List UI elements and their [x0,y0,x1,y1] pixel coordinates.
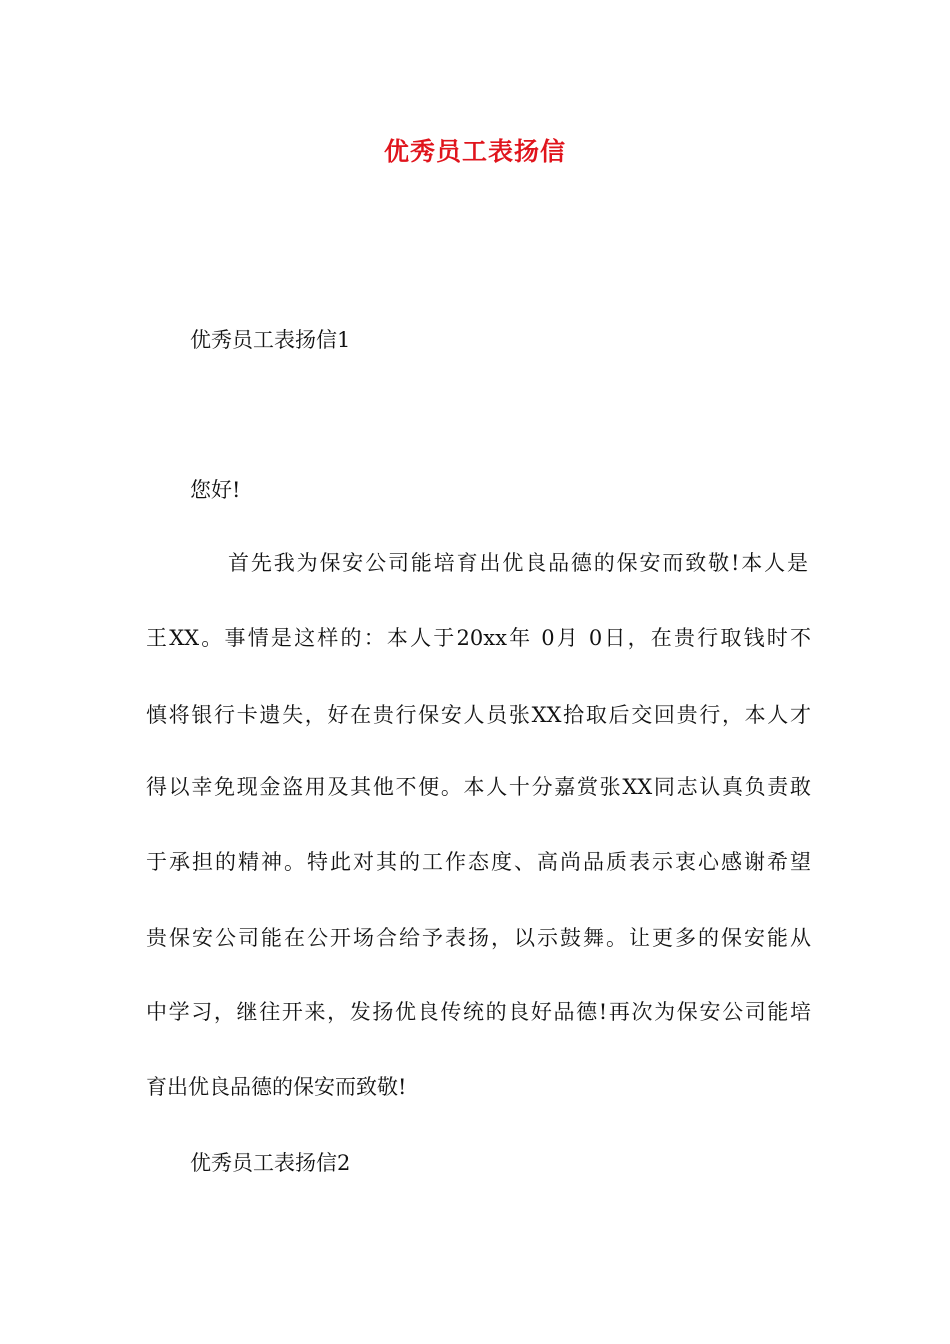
section-heading-1: 优秀员工表扬信1 [190,328,351,352]
body-line-2: 王XX。事情是这样的：本人于20xx年 0月 0日，在贵行取钱时不 [146,626,811,650]
greeting: 您好! [190,478,241,502]
section-heading-2: 优秀员工表扬信2 [190,1151,351,1175]
body-line-7: 中学习，继往开来，发扬优良传统的良好品德!再次为保安公司能培 [146,1000,811,1024]
body-line-1: 首先我为保安公司能培育出优良品德的保安而致敬!本人是 [228,551,808,575]
body-line-6: 贵保安公司能在公开场合给予表扬，以示鼓舞。让更多的保安能从 [146,926,811,950]
body-line-8: 育出优良品德的保安而致敬! [146,1075,407,1099]
document-title: 优秀员工表扬信 [383,137,566,166]
body-line-3: 慎将银行卡遗失，好在贵行保安人员张XX拾取后交回贵行，本人才 [146,703,811,727]
body-line-4: 得以幸免现金盗用及其他不便。本人十分嘉赏张XX同志认真负责敢 [146,775,811,799]
body-line-5: 于承担的精神。特此对其的工作态度、高尚品质表示衷心感谢希望 [146,850,811,874]
